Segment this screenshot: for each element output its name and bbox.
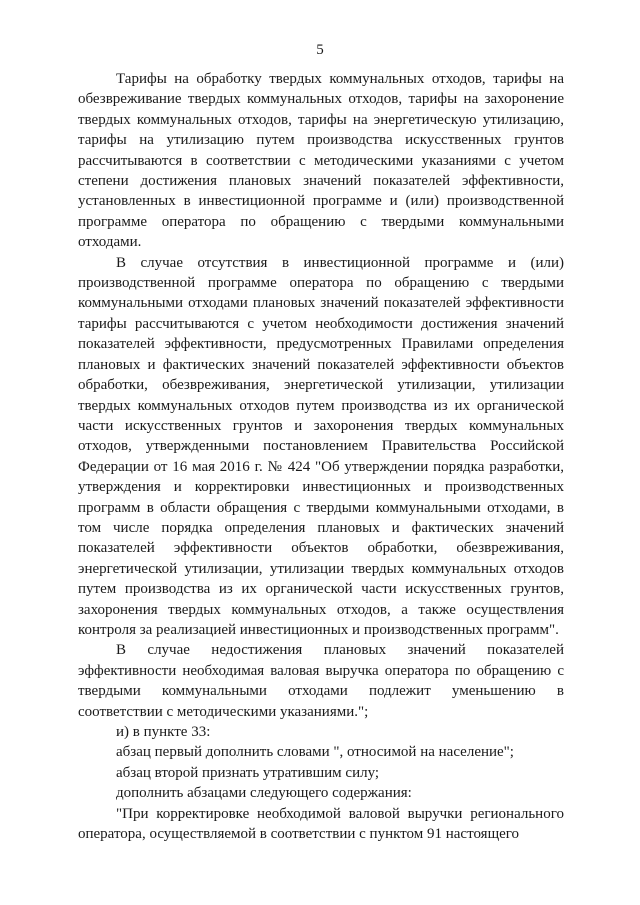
paragraph: В случае недостижения плановых значений показателей эффективности необходимая валовая выручка оператора по обращению с твердыми коммунальными отходами подлежит уменьшению в соответствии с методическими указаниями.";: [78, 642, 564, 720]
page-number: 5: [316, 42, 324, 58]
paragraph: абзац первый дополнить словами ", относимой на население";: [116, 744, 514, 761]
paragraph: дополнить абзацами следующего содержания:: [116, 785, 412, 802]
document-body: [78, 69, 564, 844]
paragraph: абзац второй признать утратившим силу;: [116, 764, 380, 781]
paragraph: и) в пункте 33:: [116, 724, 211, 740]
paragraph: Тарифы на обработку твердых коммунальных отходов, тарифы на обезвреживание твердых коммунальных отходов, тарифы на захоронение твердых коммунальных отходов, тарифы на энергетическую утилизацию, тарифы на утилизацию путем производства искусственных грунтов рассчитываются в соответствии с методическими указаниями с учетом степени достижения плановых значений показателей эффективности, установленных в инвестиционной программе и (или) производственной программе оператора по обращению с твердыми коммунальными отходами.: [78, 71, 564, 251]
paragraph: В случае отсутствия в инвестиционной программе и (или) производственной программе оператора по обращению с твердыми коммунальными отходами плановых значений показателей эффективности тарифы рассчитываются с учетом необходимости достижения значений показателей эффективности, предусмотренных Правилами определения плановых и фактических значений показателей эффективности объектов обработки, обезвреживания, энергетической утилизации, утилизации твердых коммунальных отходов путем производства из их органической части искусственных грунтов и захоронения твердых коммунальных отходов, утвержденными постановлением Правительства Российской Федерации от 16 мая 2016 г. № 424 "Об утверждении порядка разработки, утверждения и корректировки инвестиционных и производственных программ в области обращения с твердыми коммунальными отходами, в том числе порядка определения плановых и фактических значений показателей эффективности объектов обработки, обезвреживания, энергетической утилизации, утилизации твердых коммунальных отходов путем производства из их органической части искусственных грунтов, захоронения твердых коммунальных отходов, а также осуществления контроля за реализацией инвестиционных и производственных программ".: [78, 254, 564, 638]
paragraph: "При корректировке необходимой валовой выручки регионального оператора, осуществляемой в соответствии с пунктом 91 настоящего: [78, 805, 564, 843]
